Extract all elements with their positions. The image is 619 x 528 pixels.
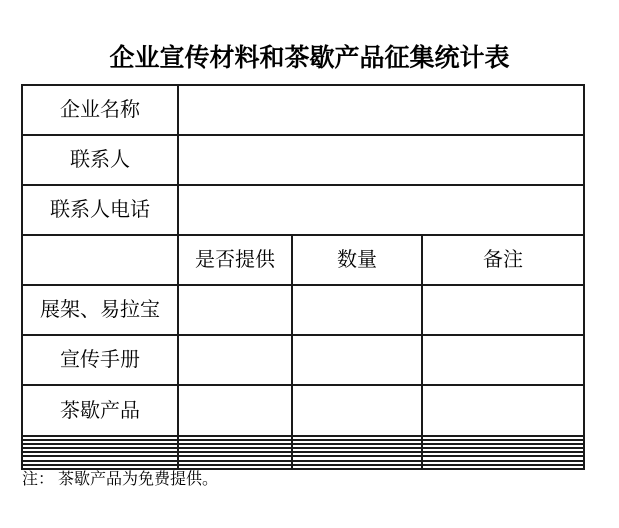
empty-value-cell[interactable] xyxy=(292,465,422,469)
footer-note: 注： 茶歇产品为免费提供。 xyxy=(22,471,219,488)
item-row-brochure xyxy=(22,335,584,385)
item-row-tea-break-product xyxy=(22,385,584,435)
contact-phone-value-cell[interactable] xyxy=(178,185,584,235)
empty-value-cell[interactable] xyxy=(422,465,584,469)
header-quantity: 数量 xyxy=(292,235,422,285)
page-title: 企业宣传材料和茶歇产品征集统计表 xyxy=(109,45,510,72)
contact-person-label: 联系人 xyxy=(22,135,178,185)
collection-form-table xyxy=(21,84,585,470)
tea-break-remark-cell[interactable] xyxy=(422,385,584,435)
tea-break-provide-cell[interactable] xyxy=(178,385,292,435)
brochure-provide-cell[interactable] xyxy=(178,335,292,385)
display-rack-provide-cell[interactable] xyxy=(178,285,292,335)
header-blank-cell xyxy=(22,235,178,285)
empty-value-cell[interactable] xyxy=(178,465,292,469)
display-rack-remark-cell[interactable] xyxy=(422,285,584,335)
company-name-value-cell[interactable] xyxy=(178,85,584,135)
table-body xyxy=(22,85,584,469)
info-row-contact-person xyxy=(22,135,584,185)
display-rack-quantity-cell[interactable] xyxy=(292,285,422,335)
item-row-display-rack xyxy=(22,285,584,335)
brochure-label: 宣传手册 xyxy=(22,335,178,385)
contact-phone-label: 联系人电话 xyxy=(22,185,178,235)
brochure-quantity-cell[interactable] xyxy=(292,335,422,385)
company-name-label: 企业名称 xyxy=(22,85,178,135)
header-remark: 备注 xyxy=(422,235,584,285)
info-row-contact-phone xyxy=(22,185,584,235)
empty-row xyxy=(22,465,584,469)
empty-label-cell[interactable] xyxy=(22,465,178,469)
tea-break-product-label: 茶歇产品 xyxy=(22,385,178,435)
tea-break-quantity-cell[interactable] xyxy=(292,385,422,435)
info-row-company-name xyxy=(22,85,584,135)
column-header-row xyxy=(22,235,584,285)
brochure-remark-cell[interactable] xyxy=(422,335,584,385)
contact-person-value-cell[interactable] xyxy=(178,135,584,185)
display-rack-label: 展架、易拉宝 xyxy=(22,285,178,335)
header-provide: 是否提供 xyxy=(178,235,292,285)
